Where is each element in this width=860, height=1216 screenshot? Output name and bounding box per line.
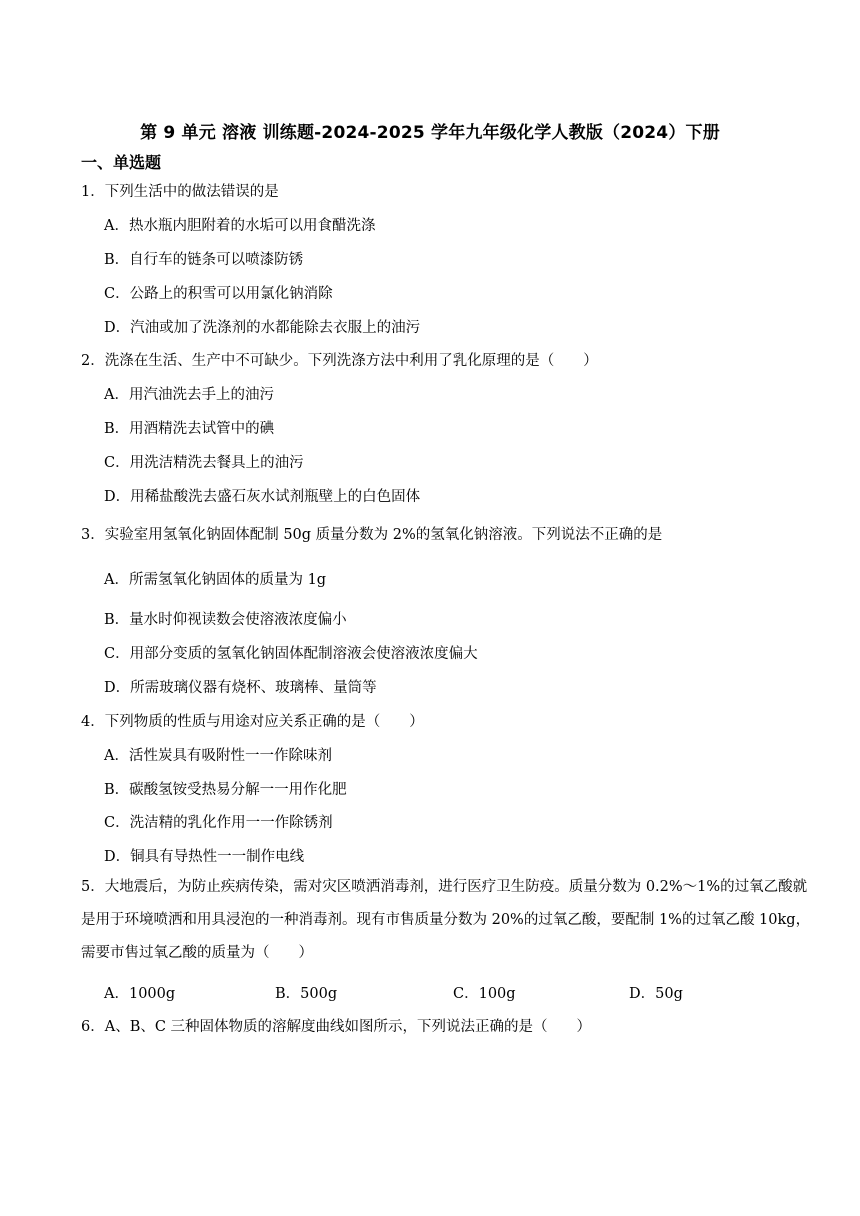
question-1-option-d: D．汽油或加了洗涤剂的水都能除去衣服上的油污: [104, 320, 421, 336]
question-2-option-d: D．用稀盐酸洗去盛石灰水试剂瓶壁上的白色固体: [104, 489, 421, 505]
question-4-option-c: C．洗洁精的乳化作用一一作除锈剂: [104, 815, 333, 831]
question-1-option-c: C．公路上的积雪可以用氯化钠消除: [104, 286, 333, 302]
document-title: 第 9 单元 溶液 训练题-2024-2025 学年九年级化学人教版（2024）下册: [140, 123, 720, 143]
question-4-stem: 4．下列物质的性质与用途对应关系正确的是（ ）: [81, 714, 424, 730]
question-3-option-b: B．量水时仰视读数会使溶液浓度偏小: [104, 612, 347, 628]
question-1-option-b: B．自行车的链条可以喷漆防锈: [104, 252, 304, 268]
question-3-option-a: A．所需氢氧化钠固体的质量为 1g: [104, 572, 327, 588]
question-5-option-a: A．1000g: [104, 986, 176, 1002]
question-1-option-a: A．热水瓶内胆附着的水垢可以用食醋洗涤: [104, 218, 376, 234]
question-4-option-d: D．铜具有导热性一一制作电线: [104, 849, 305, 865]
question-2-stem: 2．洗涤在生活、生产中不可缺少。下列洗涤方法中利用了乳化原理的是（ ）: [81, 353, 598, 369]
question-1-stem: 1．下列生活中的做法错误的是: [81, 184, 279, 200]
question-3-option-c: C．用部分变质的氢氧化钠固体配制溶液会使溶液浓度偏大: [104, 646, 478, 662]
question-4-option-b: B．碳酸氢铵受热易分解一一用作化肥: [104, 782, 347, 798]
question-2-option-c: C．用洗洁精洗去餐具上的油污: [104, 455, 304, 471]
question-2-option-b: B．用酒精洗去试管中的碘: [104, 421, 275, 437]
section-heading: 一、单选题: [81, 153, 162, 172]
question-5-option-d: D．50g: [629, 986, 683, 1002]
question-3-stem: 3．实验室用氢氧化钠固体配制 50g 质量分数为 2%的氢氧化钠溶液。下列说法不正确的是: [81, 527, 663, 543]
question-5-option-c: C．100g: [453, 986, 516, 1002]
question-6-stem: 6．A、B、C 三种固体物质的溶解度曲线如图所示，下列说法正确的是（ ）: [81, 1019, 592, 1035]
question-3-option-d: D．所需玻璃仪器有烧杯、玻璃棒、量筒等: [104, 680, 377, 696]
question-4-option-a: A．活性炭具有吸附性一一作除味剂: [104, 748, 332, 764]
question-5-stem: 5．大地震后，为防止疾病传染，需对灾区喷洒消毒剂，进行医疗卫生防疫。质量分数为 0.2%～1%的过氧乙酸就是用于环境喷洒和用具浸泡的一种消毒剂。现有市售质量分数为 20%的过氧乙酸，要配制 1%的过氧乙酸 10kg，需要市售过氧乙酸的质量为（ ）: [81, 879, 811, 961]
question-2-option-a: A．用汽油洗去手上的油污: [104, 387, 274, 403]
question-5-option-b: B．500g: [275, 986, 338, 1002]
